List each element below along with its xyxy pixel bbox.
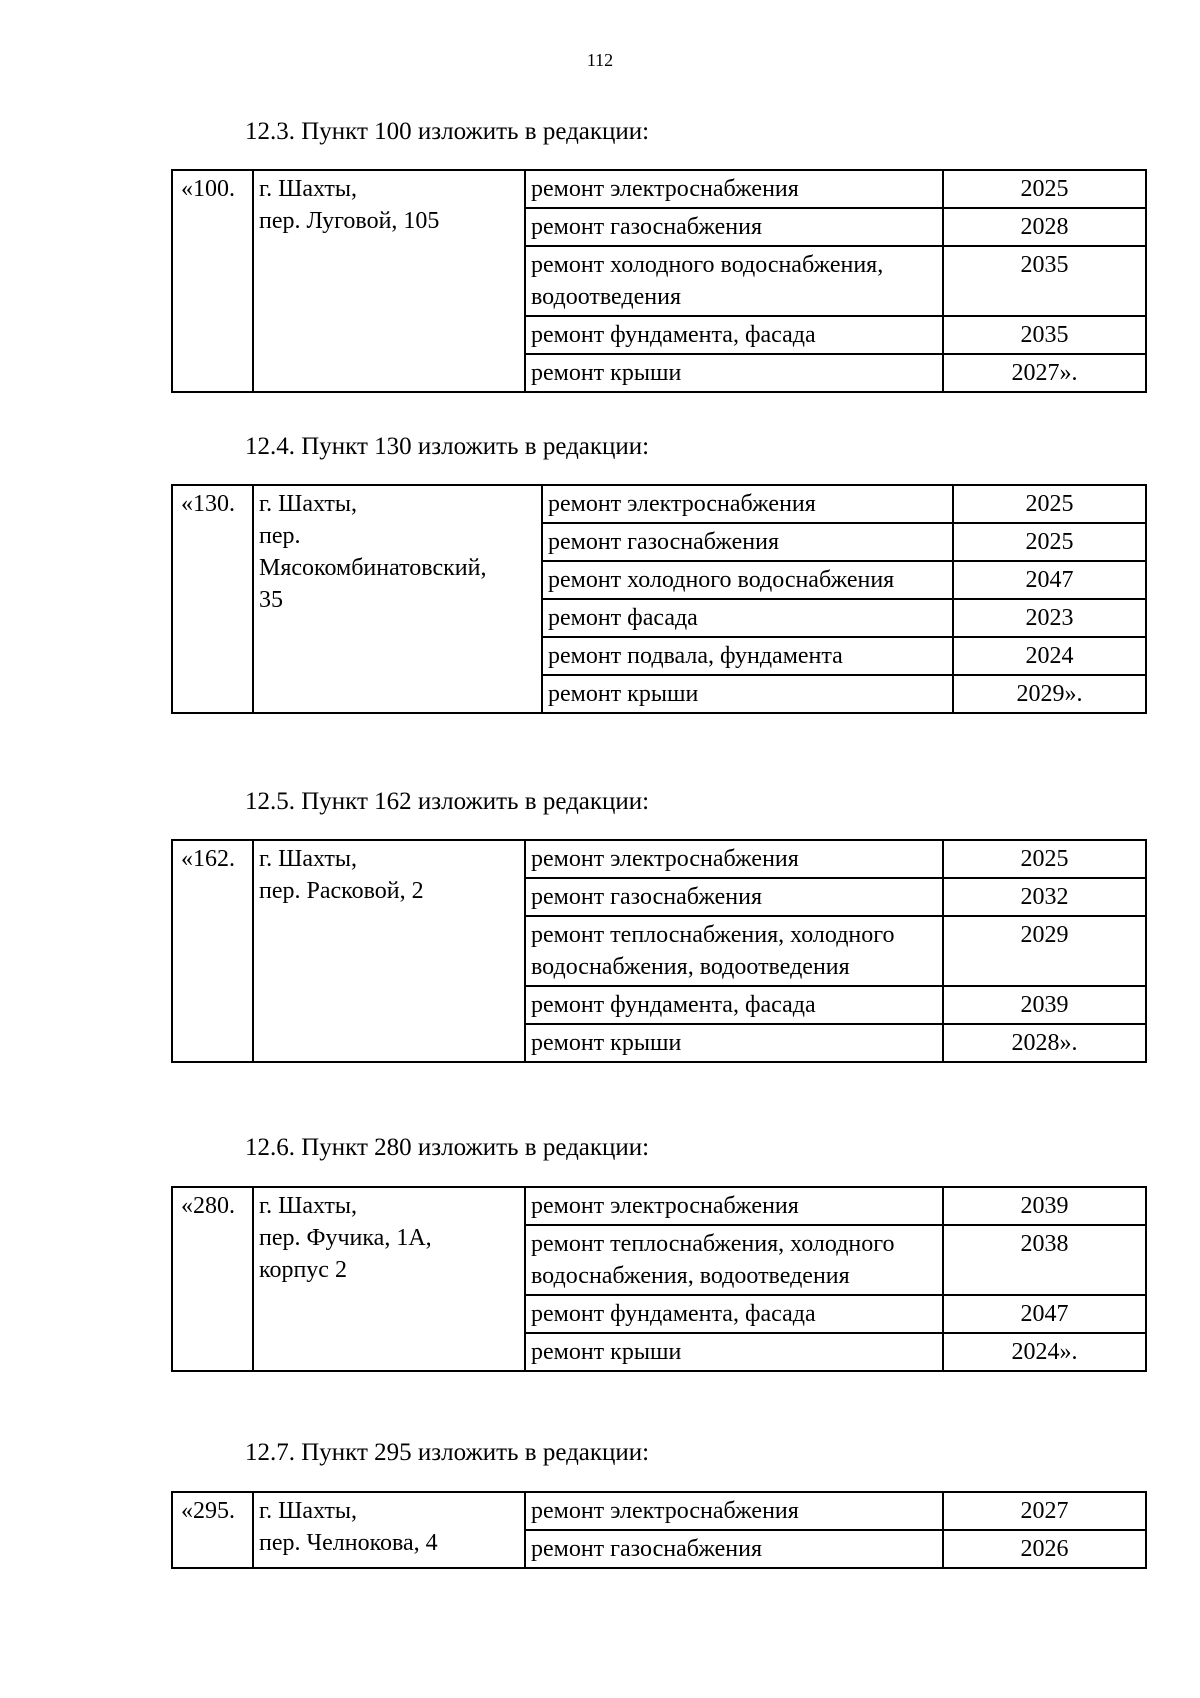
year-cell: 2028 (943, 208, 1146, 246)
work-cell: ремонт фундамента, фасада (525, 1295, 943, 1333)
work-cell: ремонт фундамента, фасада (525, 986, 943, 1024)
table-row (172, 1492, 1146, 1530)
address-line: пер. (259, 523, 301, 549)
year-cell: 2025 (943, 840, 1146, 878)
address-line: г. Шахты, (259, 1193, 358, 1219)
address-cell (253, 170, 525, 392)
table-row (172, 485, 1146, 523)
work-cell: ремонт крыши (525, 1024, 943, 1062)
year-cell: 2027». (943, 354, 1146, 392)
amendment-table (171, 1186, 1147, 1372)
address-cell (253, 1492, 525, 1568)
work-cell: ремонт теплоснабжения, холодного водоснабжения, водоотведения (525, 1225, 943, 1295)
work-cell: ремонт крыши (525, 1333, 943, 1371)
address-cell (253, 1187, 525, 1371)
item-number: «100. (172, 170, 253, 392)
work-cell: ремонт подвала, фундамента (542, 637, 953, 675)
year-cell: 2038 (943, 1225, 1146, 1295)
address-line: пер. Челнокова, 4 (259, 1530, 438, 1556)
table-row (172, 170, 1146, 208)
address-line: г. Шахты, (259, 846, 358, 872)
address-line: пер. Фучика, 1А, (259, 1225, 432, 1251)
year-cell: 2029». (953, 675, 1146, 713)
item-number: «280. (172, 1187, 253, 1371)
year-cell: 2025 (953, 523, 1146, 561)
work-cell: ремонт теплоснабжения, холодного водоснабжения, водоотведения (525, 916, 943, 986)
work-cell: ремонт газоснабжения (525, 1530, 943, 1568)
address-cell (253, 840, 525, 1062)
work-cell: ремонт газоснабжения (525, 878, 943, 916)
year-cell: 2047 (943, 1295, 1146, 1333)
item-number: «295. (172, 1492, 253, 1568)
address-line: Мясокомбинатовский, (259, 555, 487, 581)
item-number: «162. (172, 840, 253, 1062)
year-cell: 2026 (943, 1530, 1146, 1568)
section-heading: 12.3. Пункт 100 изложить в редакции: (245, 118, 650, 145)
work-cell: ремонт фасада (542, 599, 953, 637)
address-line: г. Шахты, (259, 491, 358, 517)
year-cell: 2025 (943, 170, 1146, 208)
year-cell: 2035 (943, 246, 1146, 316)
amendment-table (171, 839, 1147, 1063)
address-line: корпус 2 (259, 1257, 347, 1283)
year-cell: 2024 (953, 637, 1146, 675)
work-cell: ремонт электроснабжения (525, 170, 943, 208)
table-row (172, 840, 1146, 878)
year-cell: 2028». (943, 1024, 1146, 1062)
address-line: г. Шахты, (259, 1498, 358, 1524)
address-line: пер. Расковой, 2 (259, 878, 424, 904)
work-cell: ремонт газоснабжения (542, 523, 953, 561)
section-heading: 12.7. Пункт 295 изложить в редакции: (245, 1439, 650, 1466)
work-cell: ремонт крыши (525, 354, 943, 392)
address-line: пер. Луговой, 105 (259, 208, 440, 234)
year-cell: 2023 (953, 599, 1146, 637)
year-cell: 2032 (943, 878, 1146, 916)
address-line: 35 (259, 587, 283, 613)
amendment-table (171, 1491, 1147, 1569)
work-cell: ремонт электроснабжения (525, 1492, 943, 1530)
section-heading: 12.4. Пункт 130 изложить в редакции: (245, 433, 650, 460)
work-cell: ремонт электроснабжения (542, 485, 953, 523)
work-cell: ремонт холодного водоснабжения, водоотведения (525, 246, 943, 316)
address-line: г. Шахты, (259, 176, 358, 202)
year-cell: 2025 (953, 485, 1146, 523)
section-heading: 12.5. Пункт 162 изложить в редакции: (245, 788, 650, 815)
year-cell: 2039 (943, 986, 1146, 1024)
year-cell: 2035 (943, 316, 1146, 354)
work-cell: ремонт фундамента, фасада (525, 316, 943, 354)
year-cell: 2047 (953, 561, 1146, 599)
amendment-table (171, 169, 1147, 393)
work-cell: ремонт электроснабжения (525, 840, 943, 878)
work-cell: ремонт крыши (542, 675, 953, 713)
section-heading: 12.6. Пункт 280 изложить в редакции: (245, 1134, 650, 1161)
table-row (172, 1187, 1146, 1225)
work-cell: ремонт газоснабжения (525, 208, 943, 246)
work-cell: ремонт холодного водоснабжения (542, 561, 953, 599)
year-cell: 2039 (943, 1187, 1146, 1225)
amendment-table (171, 484, 1147, 714)
year-cell: 2024». (943, 1333, 1146, 1371)
address-cell (253, 485, 542, 713)
work-cell: ремонт электроснабжения (525, 1187, 943, 1225)
page-number: 112 (586, 50, 614, 70)
item-number: «130. (172, 485, 253, 713)
year-cell: 2029 (943, 916, 1146, 986)
year-cell: 2027 (943, 1492, 1146, 1530)
